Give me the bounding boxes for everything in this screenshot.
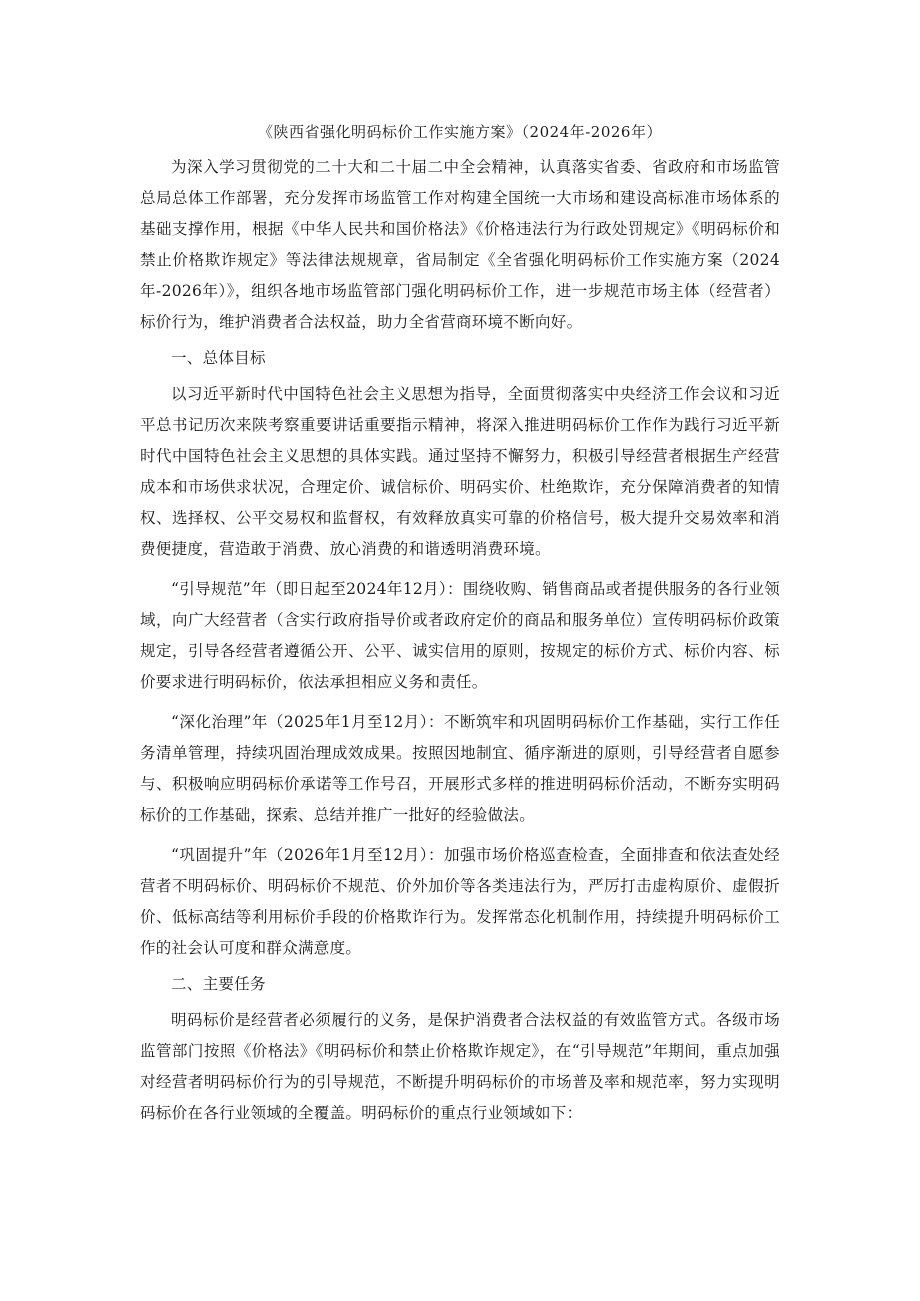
overall-goal-paragraph: 以习近平新时代中国特色社会主义思想为指导，全面贯彻落实中央经济工作会议和习近平总书记历次来陕考察重要讲话重要指示精神，将深入推进明码标价工作作为践行习近平新时代中国特色社会主义思想的具体实践。通过坚持不懈努力，积极引导经营者根据生产经营成本和市场供求状况，合理定价、诚信标价、明码实价、杜绝欺诈，充分保障消费者的知情权、选择权、公平交易权和监督权，有效释放真实可靠的价格信号，极大提升交易效率和消费便捷度，营造敢于消费、放心消费的和谐透明消费环境。 — [140, 385, 780, 558]
section-heading-overall-goal: 一、总体目标 — [171, 349, 266, 367]
document-body — [140, 152, 780, 1129]
main-tasks-paragraph: 明码标价是经营者必须履行的义务，是保护消费者合法权益的有效监管方式。各级市场监管部门按照《价格法》《明码标价和禁止价格欺诈规定》，在“引导规范”年期间，重点加强对经营者明码标价行为的引导规范，不断提升明码标价的市场普及率和规范率，努力实现明码标价在各行业领域的全覆盖。明码标价的重点行业领域如下： — [140, 1011, 780, 1122]
intro-paragraph: 为深入学习贯彻党的二十大和二十届二中全会精神，认真落实省委、省政府和市场监管总局总体工作部署，充分发挥市场监管工作对构建全国统一大市场和建设高标准市场体系的基础支撑作用，根据《中华人民共和国价格法》《价格违法行为行政处罚规定》《明码标价和禁止价格欺诈规定》等法律法规规章，省局制定《全省强化明码标价工作实施方案（2024年-2026年）》，组织各地市场监管部门强化明码标价工作，进一步规范市场主体（经营者）标价行为，维护消费者合法权益，助力全省营商环境不断向好。 — [140, 158, 780, 331]
phase-deepening-paragraph: “深化治理”年（2025年1月至12月）：不断筑牢和巩固明码标价工作基础，实行工作任务清单管理，持续巩固治理成效成果。按照因地制宜、循序渐进的原则，引导经营者自愿参与、积极响应明码标价承诺等工作号召，开展形式多样的推进明码标价活动，不断夯实明码标价的工作基础，探索、总结并推广一批好的经验做法。 — [140, 713, 780, 824]
section-heading-main-tasks: 二、主要任务 — [171, 975, 266, 993]
phase-consolidation-paragraph: “巩固提升”年（2026年1月至12月）：加强市场价格巡查检查，全面排查和依法查处经营者不明码标价、明码标价不规范、价外加价等各类违法行为，严厉打击虚构原价、虚假折价、低标高结等利用标价手段的价格欺诈行为。发挥常态化机制作用，持续提升明码标价工作的社会认可度和群众满意度。 — [140, 846, 780, 957]
document-title: 《陕西省强化明码标价工作实施方案》（2024年-2026年） — [258, 123, 662, 141]
phase-guidance-paragraph: “引导规范”年（即日起至2024年12月）：围绕收购、销售商品或者提供服务的各行业领域，向广大经营者（含实行政府指导价或者政府定价的商品和服务单位）宣传明码标价政策规定，引导各经营者遵循公开、公平、诚实信用的原则，按规定的标价方式、标价内容、标价要求进行明码标价，依法承担相应义务和责任。 — [140, 580, 780, 691]
